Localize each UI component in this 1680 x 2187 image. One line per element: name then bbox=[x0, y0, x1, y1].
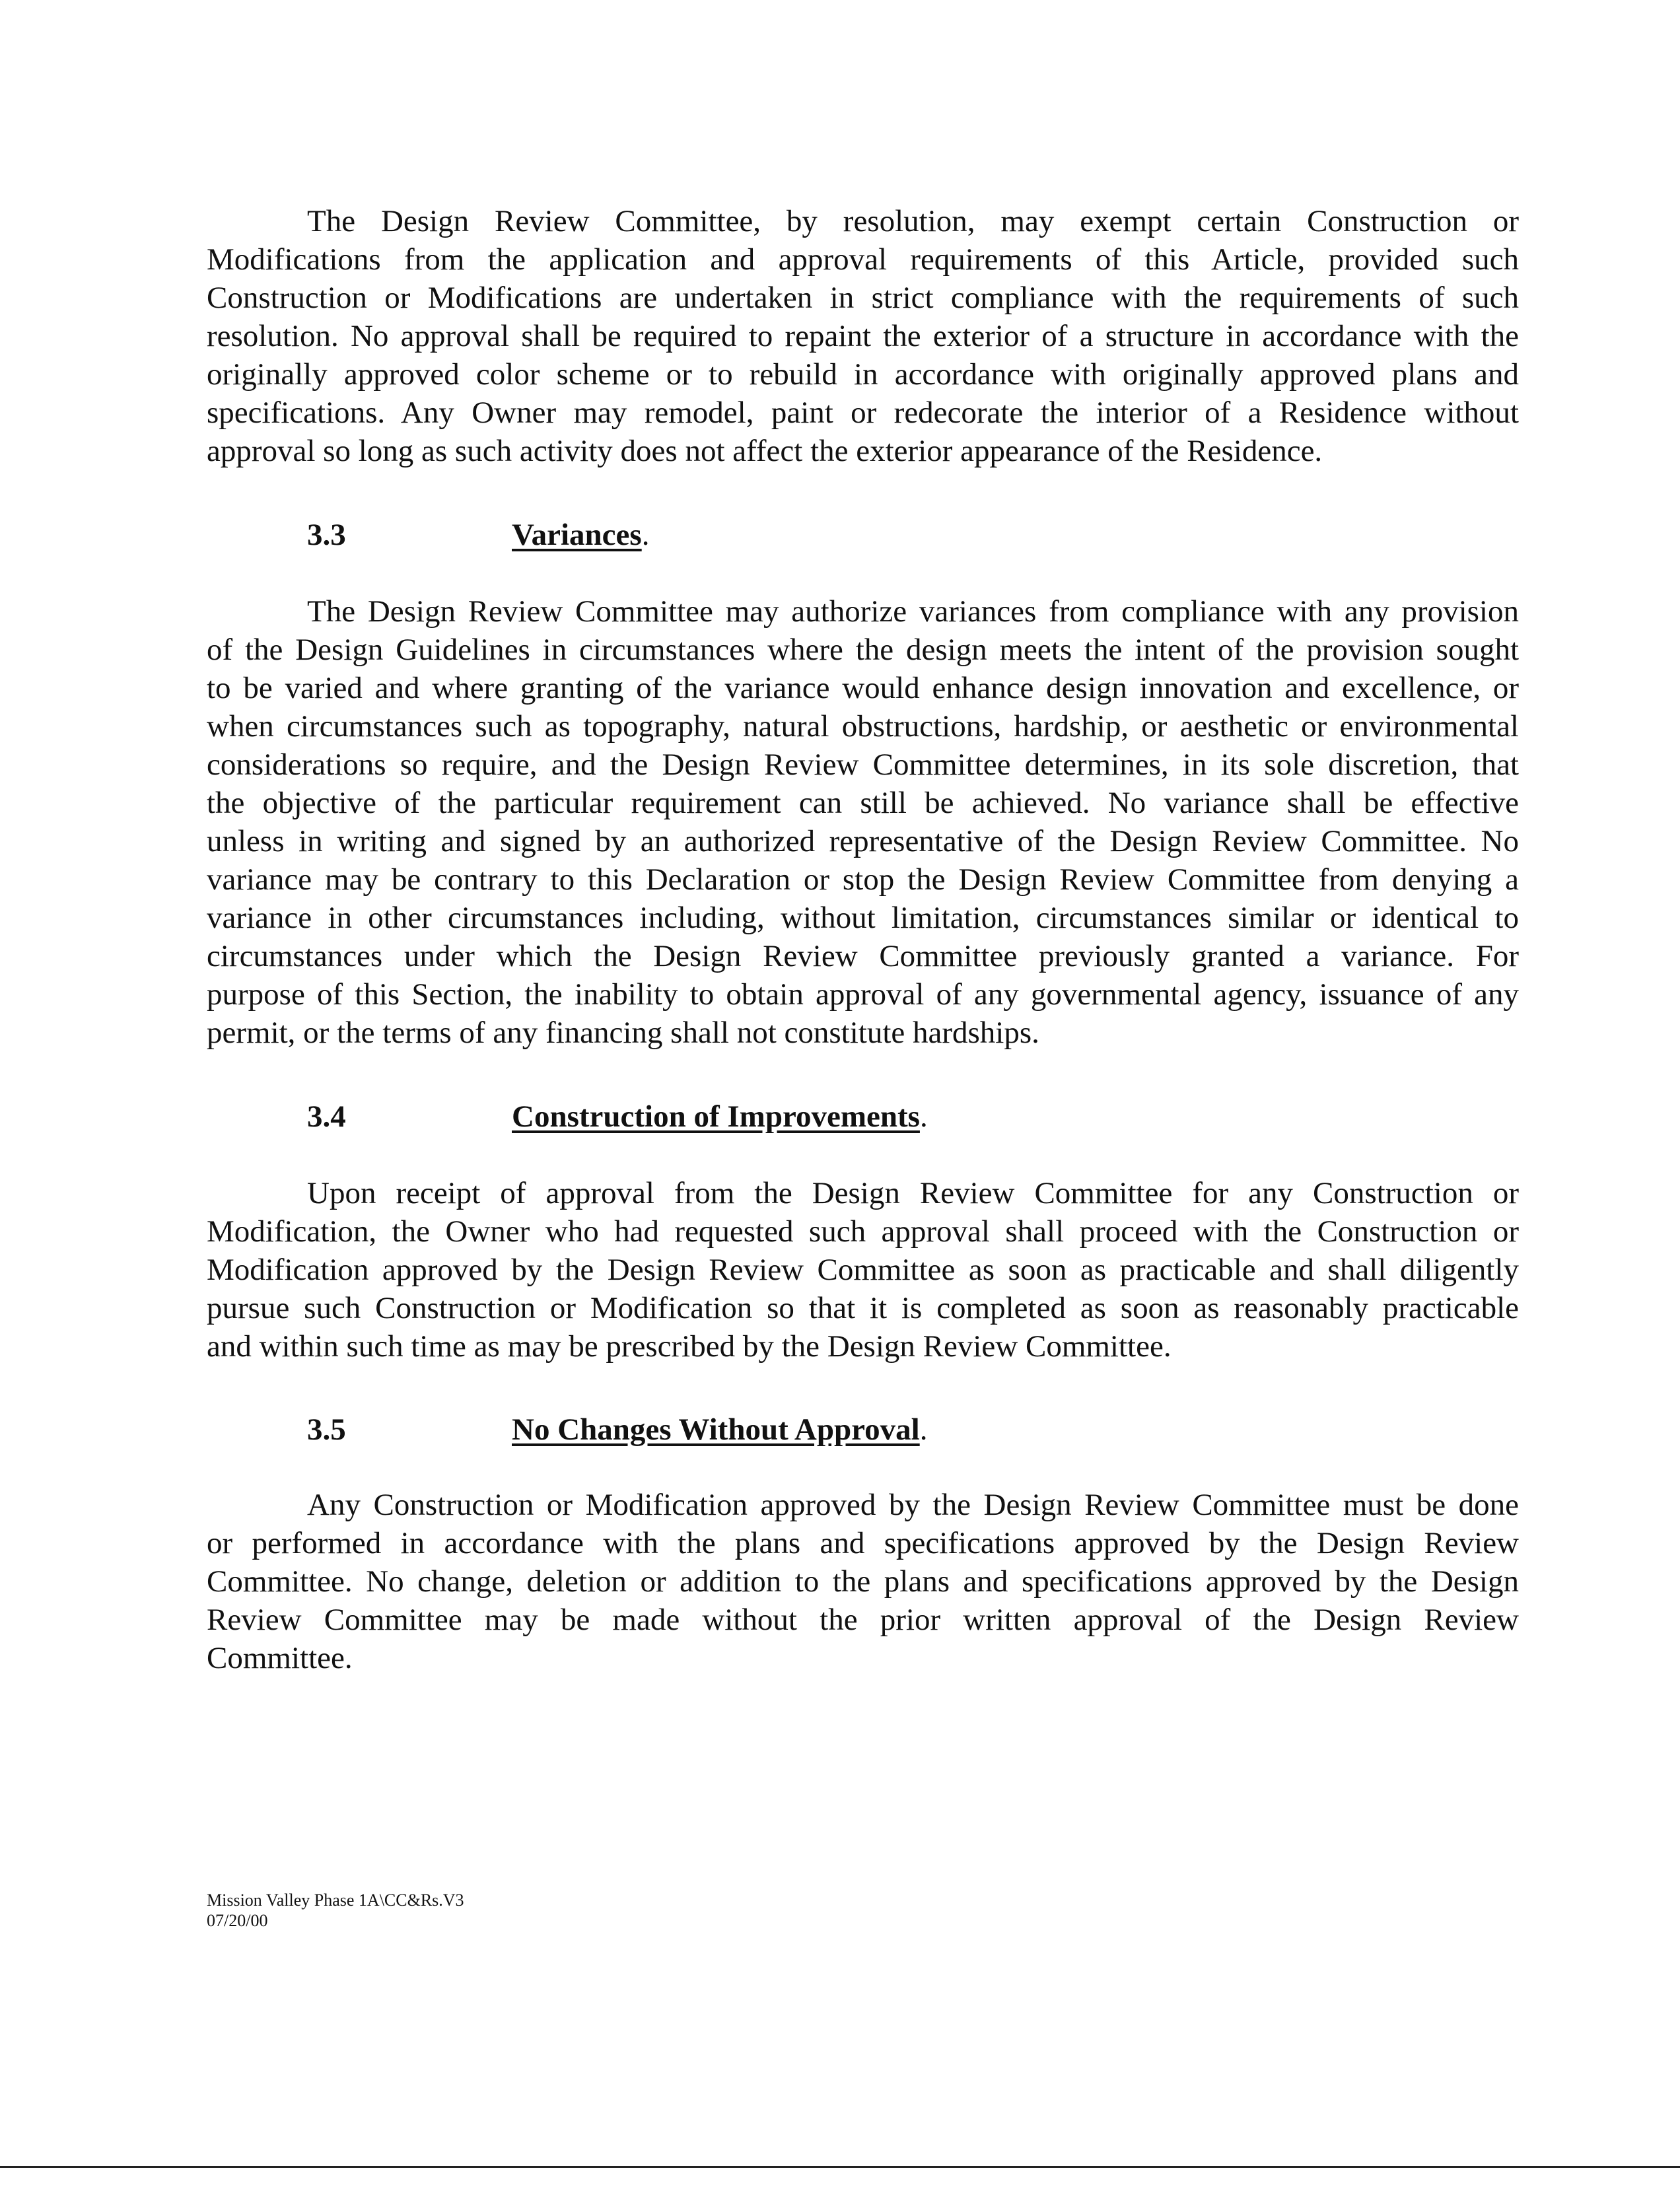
section-number: 3.3 bbox=[307, 518, 346, 552]
text-line: when circumstances such as topography, natural obstructions, hardship, or aesthetic or environmental bbox=[207, 709, 1519, 744]
section-heading-3-5: 3.5 No Changes Without Approval. bbox=[307, 1410, 927, 1449]
text-line: resolution. No approval shall be required to repaint the exterior of a structure in accordance with the bbox=[207, 319, 1519, 353]
text-line: variance in other circumstances including, without limitation, circumstances similar or identical to bbox=[207, 901, 1519, 935]
text-line: to be varied and where granting of the variance would enhance design innovation and excellence, or bbox=[207, 671, 1519, 705]
paragraph-exemptions bbox=[207, 202, 1519, 470]
section-heading-3-4: 3.4 Construction of Improvements. bbox=[307, 1097, 928, 1136]
text-line: and within such time as may be prescribed by the Design Review Committee. bbox=[207, 1329, 1172, 1364]
text-line: The Design Review Committee, by resolution, may exempt certain Construction or bbox=[307, 204, 1519, 238]
text-line: variance may be contrary to this Declaration or stop the Design Review Committee from denying a bbox=[207, 862, 1519, 897]
text-line: purpose of this Section, the inability to obtain approval of any governmental agency, issuance of any bbox=[207, 977, 1519, 1012]
text-line: or performed in accordance with the plans and specifications approved by the Design Review bbox=[207, 1526, 1519, 1560]
section-heading-3-3: 3.3 Variances. bbox=[307, 516, 649, 554]
paragraph-no-changes bbox=[207, 1486, 1519, 1677]
text-line: considerations so require, and the Design Review Committee determines, in its sole discretion, that bbox=[207, 747, 1519, 782]
text-line: Committee. No change, deletion or addition to the plans and specifications approved by the Design bbox=[207, 1564, 1519, 1599]
text-line: permit, or the terms of any financing shall not constitute hardships. bbox=[207, 1016, 1039, 1050]
text-line: Modification approved by the Design Review Committee as soon as practicable and shall diligently bbox=[207, 1253, 1519, 1287]
text-line: approval so long as such activity does not affect the exterior appearance of the Residence. bbox=[207, 434, 1323, 468]
paragraph-construction bbox=[207, 1174, 1519, 1366]
text-line: Committee. bbox=[207, 1641, 353, 1675]
text-line: pursue such Construction or Modification so that it is completed as soon as reasonably practicable bbox=[207, 1291, 1519, 1325]
text-line: Modification, the Owner who had requested such approval shall proceed with the Construction or bbox=[207, 1214, 1519, 1249]
text-line: Upon receipt of approval from the Design Review Committee for any Construction or bbox=[307, 1176, 1519, 1210]
section-title: No Changes Without Approval bbox=[512, 1412, 920, 1447]
text-line: circumstances under which the Design Review Committee previously granted a variance. For bbox=[207, 939, 1519, 973]
text-line: of the Design Guidelines in circumstances where the design meets the intent of the provision sought bbox=[207, 633, 1519, 667]
section-number: 3.5 bbox=[307, 1412, 346, 1447]
text-line: Modifications from the application and approval requirements of this Article, provided such bbox=[207, 242, 1519, 277]
text-line: originally approved color scheme or to rebuild in accordance with originally approved plans and bbox=[207, 357, 1519, 392]
paragraph-variances bbox=[207, 592, 1519, 1052]
text-line: Any Construction or Modification approved by the Design Review Committee must be done bbox=[307, 1488, 1519, 1522]
bottom-scan-line bbox=[0, 2166, 1680, 2168]
text-line: Construction or Modifications are undertaken in strict compliance with the requirements of such bbox=[207, 281, 1519, 315]
text-line: specifications. Any Owner may remodel, paint or redecorate the interior of a Residence without bbox=[207, 396, 1519, 430]
document-footer bbox=[207, 1890, 464, 1931]
text-line: unless in writing and signed by an authorized representative of the Design Review Committee. No bbox=[207, 824, 1519, 858]
text-line: The Design Review Committee may authorize variances from compliance with any provision bbox=[307, 594, 1519, 629]
section-number: 3.4 bbox=[307, 1099, 346, 1134]
text-line: the objective of the particular requirement can still be achieved. No variance shall be effective bbox=[207, 786, 1519, 820]
section-title: Variances bbox=[512, 518, 642, 552]
footer-file-reference: Mission Valley Phase 1A\CC&Rs.V3 bbox=[207, 1891, 464, 1910]
section-title: Construction of Improvements bbox=[512, 1099, 920, 1134]
footer-date: 07/20/00 bbox=[207, 1911, 268, 1930]
text-line: Review Committee may be made without the prior written approval of the Design Review bbox=[207, 1603, 1519, 1637]
